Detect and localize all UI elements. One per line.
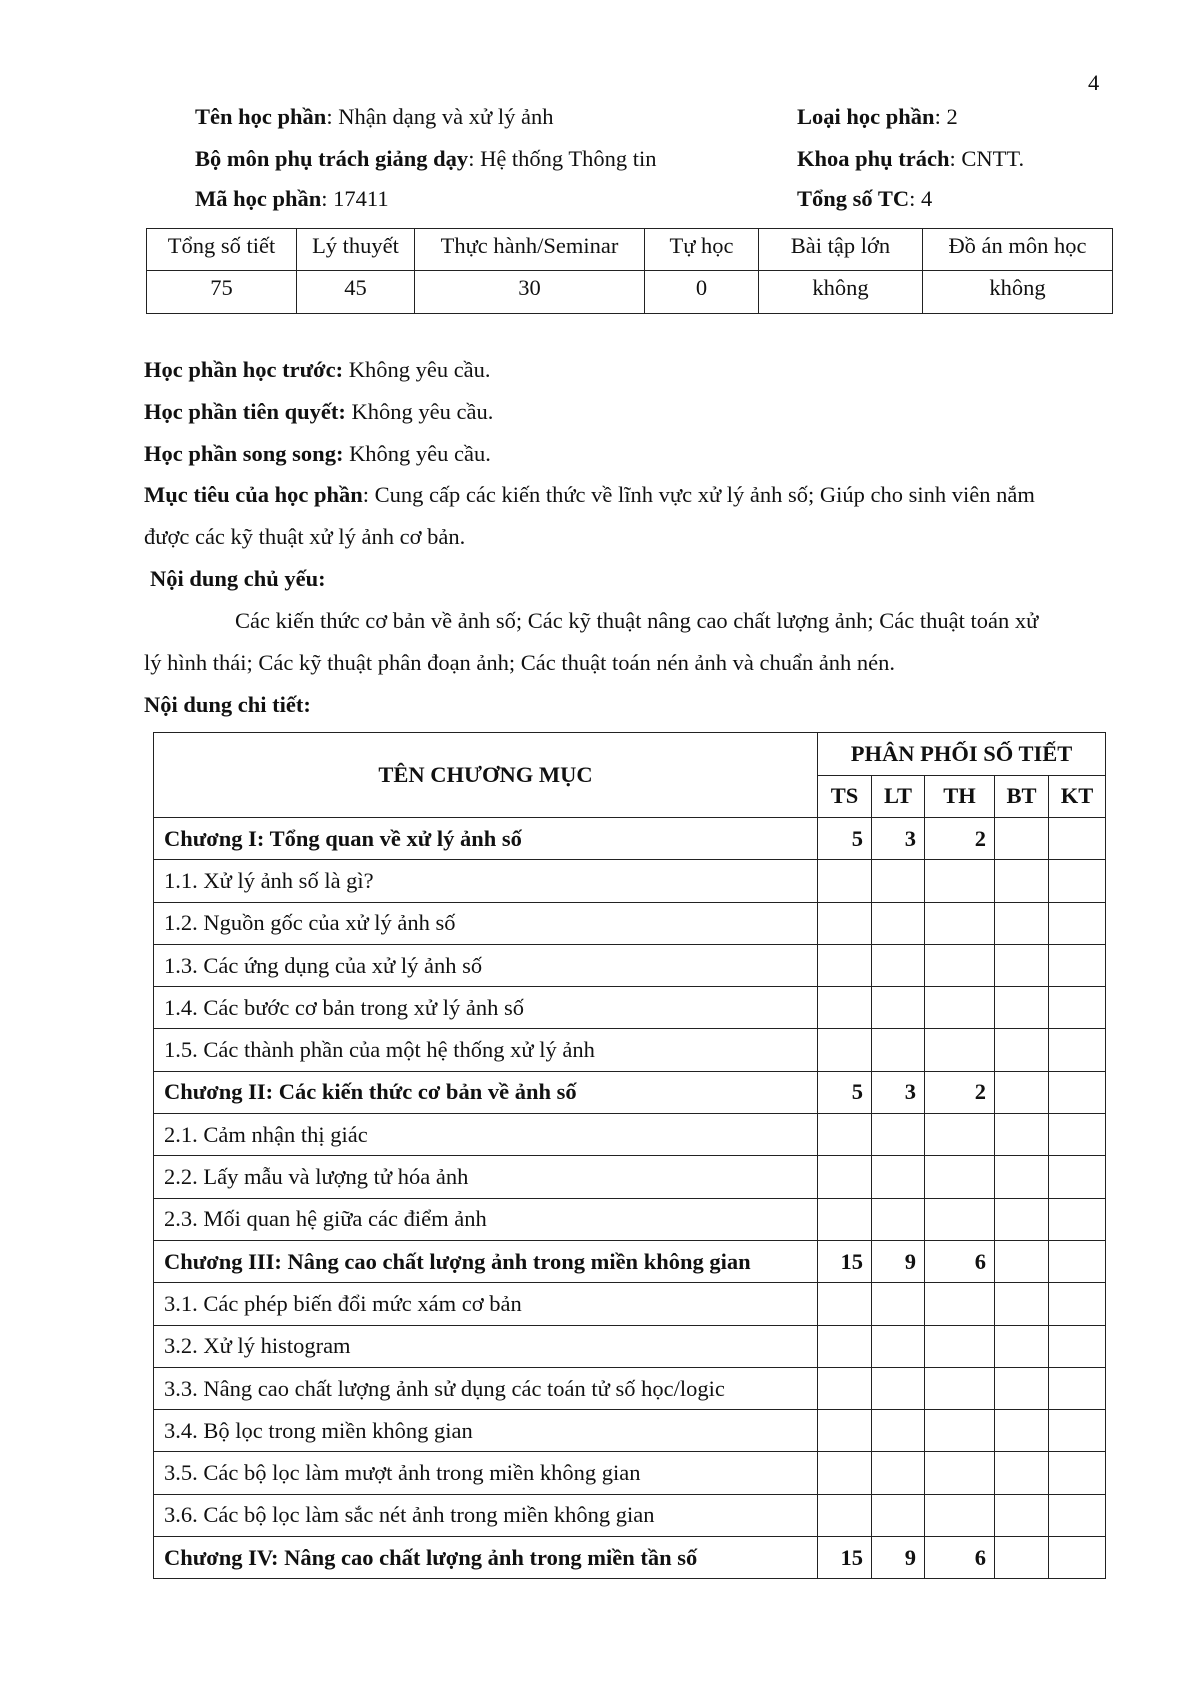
main-content-label: Nội dung chủ yếu: xyxy=(150,566,326,591)
value-cell: 0 xyxy=(645,271,759,314)
objective: Mục tiêu của học phần: Cung cấp các kiến thức về lĩnh vực xử lý ảnh số; Giúp cho sinh viên nắm xyxy=(144,482,1035,507)
row-value-kt xyxy=(1049,1198,1106,1240)
row-value-ts xyxy=(818,1494,872,1536)
main-content-line2: lý hình thái; Các kỹ thuật phân đoạn ảnh; Các thuật toán nén ảnh và chuẩn ảnh nén. xyxy=(144,650,896,675)
row-name: 3.5. Các bộ lọc làm mượt ảnh trong miền không gian xyxy=(154,1452,818,1494)
section-row xyxy=(154,1494,1106,1536)
chapter-row xyxy=(154,1240,1106,1282)
row-value-bt xyxy=(995,1452,1049,1494)
header-cell: Tổng số tiết xyxy=(147,229,297,271)
row-value-bt xyxy=(995,1325,1049,1367)
value-cell: 30 xyxy=(415,271,645,314)
row-name: 3.1. Các phép biến đổi mức xám cơ bản xyxy=(154,1283,818,1325)
row-value-ts xyxy=(818,902,872,944)
row-value-kt xyxy=(1049,1156,1106,1198)
row-value-ts: 15 xyxy=(818,1537,872,1579)
row-value-th xyxy=(925,1114,995,1156)
row-value-lt xyxy=(872,860,925,902)
header-cell: Bài tập lớn xyxy=(759,229,923,271)
row-value-ts: 5 xyxy=(818,1071,872,1113)
row-value-th xyxy=(925,1325,995,1367)
row-value-th xyxy=(925,1410,995,1452)
row-value-kt xyxy=(1049,1494,1106,1536)
value-cell: 45 xyxy=(297,271,415,314)
hours-header-row xyxy=(147,229,1113,271)
header-cell: Tự học xyxy=(645,229,759,271)
row-name: 2.1. Cảm nhận thị giác xyxy=(154,1114,818,1156)
subcol-ts: TS xyxy=(818,775,872,818)
row-value-kt xyxy=(1049,1452,1106,1494)
row-value-ts xyxy=(818,1410,872,1452)
hours-value-row xyxy=(147,271,1113,314)
row-value-lt: 3 xyxy=(872,1071,925,1113)
row-name: 3.2. Xử lý histogram xyxy=(154,1325,818,1367)
row-value-ts xyxy=(818,1367,872,1409)
row-value-lt xyxy=(872,1156,925,1198)
row-value-bt xyxy=(995,944,1049,986)
row-value-bt xyxy=(995,818,1049,860)
row-value-ts xyxy=(818,860,872,902)
section-row xyxy=(154,860,1106,902)
row-value-th: 6 xyxy=(925,1537,995,1579)
detail-table xyxy=(153,732,1106,1579)
row-value-lt xyxy=(872,1410,925,1452)
row-value-th xyxy=(925,1452,995,1494)
page-number: 4 xyxy=(1088,70,1100,95)
row-value-ts: 5 xyxy=(818,818,872,860)
row-name: 1.2. Nguồn gốc của xử lý ảnh số xyxy=(154,902,818,944)
row-value-lt xyxy=(872,1325,925,1367)
credits: Tổng số TC: 4 xyxy=(797,186,933,211)
row-value-kt xyxy=(1049,944,1106,986)
row-value-lt xyxy=(872,1029,925,1071)
row-value-kt xyxy=(1049,1537,1106,1579)
row-value-bt xyxy=(995,1494,1049,1536)
row-name: Chương I: Tổng quan về xử lý ảnh số xyxy=(154,818,818,860)
row-value-lt xyxy=(872,944,925,986)
row-value-bt xyxy=(995,1537,1049,1579)
row-value-ts: 15 xyxy=(818,1240,872,1282)
row-name: 1.1. Xử lý ảnh số là gì? xyxy=(154,860,818,902)
subcol-kt: KT xyxy=(1049,775,1106,818)
row-value-ts xyxy=(818,1156,872,1198)
value-cell: 75 xyxy=(147,271,297,314)
row-value-kt xyxy=(1049,1240,1106,1282)
row-value-ts xyxy=(818,1114,872,1156)
chapter-row xyxy=(154,1537,1106,1579)
row-value-lt xyxy=(872,1198,925,1240)
row-value-bt xyxy=(995,987,1049,1029)
section-row xyxy=(154,1029,1106,1071)
subcol-th: TH xyxy=(925,775,995,818)
row-value-lt xyxy=(872,1367,925,1409)
main-content-line1: Các kiến thức cơ bản về ảnh số; Các kỹ thuật nâng cao chất lượng ảnh; Các thuật toán xử xyxy=(235,608,1039,633)
row-name: 3.4. Bộ lọc trong miền không gian xyxy=(154,1410,818,1452)
row-value-kt xyxy=(1049,987,1106,1029)
row-name: 1.3. Các ứng dụng của xử lý ảnh số xyxy=(154,944,818,986)
subcol-bt: BT xyxy=(995,775,1049,818)
row-value-th xyxy=(925,1367,995,1409)
row-value-bt xyxy=(995,1283,1049,1325)
section-row xyxy=(154,1325,1106,1367)
row-value-kt xyxy=(1049,1114,1106,1156)
detail-label: Nội dung chi tiết: xyxy=(144,692,311,717)
row-name: 1.4. Các bước cơ bản trong xử lý ảnh số xyxy=(154,987,818,1029)
row-value-th xyxy=(925,1283,995,1325)
row-value-th xyxy=(925,860,995,902)
hours-table xyxy=(146,228,1113,314)
row-value-lt xyxy=(872,1114,925,1156)
department: Bộ môn phụ trách giảng dạy: Hệ thống Thông tin xyxy=(195,146,657,171)
row-value-kt xyxy=(1049,1029,1106,1071)
row-value-th xyxy=(925,1494,995,1536)
detail-header-row xyxy=(154,733,1106,776)
row-value-ts xyxy=(818,1029,872,1071)
row-value-lt xyxy=(872,987,925,1029)
prior-course: Học phần học trước: Không yêu cầu. xyxy=(144,357,491,382)
row-name: 3.3. Nâng cao chất lượng ảnh sử dụng các toán tử số học/logic xyxy=(154,1367,818,1409)
row-value-th xyxy=(925,1198,995,1240)
row-value-lt xyxy=(872,902,925,944)
row-value-kt xyxy=(1049,818,1106,860)
row-name: 3.6. Các bộ lọc làm sắc nét ảnh trong miền không gian xyxy=(154,1494,818,1536)
chapter-row xyxy=(154,1071,1106,1113)
row-value-kt xyxy=(1049,1410,1106,1452)
row-value-th xyxy=(925,902,995,944)
row-value-th xyxy=(925,987,995,1029)
row-value-kt xyxy=(1049,1071,1106,1113)
prerequisite: Học phần tiên quyết: Không yêu cầu. xyxy=(144,399,494,424)
row-value-lt xyxy=(872,1452,925,1494)
row-value-lt: 3 xyxy=(872,818,925,860)
faculty: Khoa phụ trách: CNTT. xyxy=(797,146,1025,171)
row-value-bt xyxy=(995,1156,1049,1198)
header-cell: Đồ án môn học xyxy=(923,229,1113,271)
row-value-bt xyxy=(995,860,1049,902)
section-row xyxy=(154,1198,1106,1240)
row-value-ts xyxy=(818,1325,872,1367)
row-name: Chương IV: Nâng cao chất lượng ảnh trong miền tần số xyxy=(154,1537,818,1579)
row-value-lt xyxy=(872,1283,925,1325)
row-value-ts xyxy=(818,987,872,1029)
row-value-bt xyxy=(995,1029,1049,1071)
row-value-lt xyxy=(872,1494,925,1536)
row-value-kt xyxy=(1049,860,1106,902)
row-name: 2.3. Mối quan hệ giữa các điểm ảnh xyxy=(154,1198,818,1240)
section-row xyxy=(154,1452,1106,1494)
row-value-ts xyxy=(818,1198,872,1240)
value-cell: không xyxy=(759,271,923,314)
parallel-course: Học phần song song: Không yêu cầu. xyxy=(144,441,491,466)
row-value-bt xyxy=(995,1198,1049,1240)
row-value-bt xyxy=(995,1410,1049,1452)
chapter-row xyxy=(154,818,1106,860)
row-value-bt xyxy=(995,1071,1049,1113)
row-value-bt xyxy=(995,902,1049,944)
row-value-th: 2 xyxy=(925,818,995,860)
value-cell: không xyxy=(923,271,1113,314)
subcol-lt: LT xyxy=(872,775,925,818)
row-value-lt: 9 xyxy=(872,1537,925,1579)
row-value-bt xyxy=(995,1367,1049,1409)
row-value-ts xyxy=(818,1283,872,1325)
section-row xyxy=(154,902,1106,944)
row-value-th xyxy=(925,1029,995,1071)
row-name: 1.5. Các thành phần của một hệ thống xử lý ảnh xyxy=(154,1029,818,1071)
row-value-ts xyxy=(818,944,872,986)
chapter-name-header: TÊN CHƯƠNG MỤC xyxy=(154,733,818,818)
header-cell: Thực hành/Seminar xyxy=(415,229,645,271)
section-row xyxy=(154,1410,1106,1452)
row-name: 2.2. Lấy mẫu và lượng tử hóa ảnh xyxy=(154,1156,818,1198)
row-value-kt xyxy=(1049,1283,1106,1325)
header-cell: Lý thuyết xyxy=(297,229,415,271)
section-row xyxy=(154,1283,1106,1325)
row-value-kt xyxy=(1049,1325,1106,1367)
objective-cont: được các kỹ thuật xử lý ảnh cơ bản. xyxy=(144,524,466,549)
row-value-th: 2 xyxy=(925,1071,995,1113)
section-row xyxy=(154,987,1106,1029)
row-name: Chương II: Các kiến thức cơ bản về ảnh số xyxy=(154,1071,818,1113)
row-value-kt xyxy=(1049,902,1106,944)
course-name: Tên học phần: Nhận dạng và xử lý ảnh xyxy=(195,104,554,129)
section-row xyxy=(154,944,1106,986)
row-value-th: 6 xyxy=(925,1240,995,1282)
section-row xyxy=(154,1367,1106,1409)
course-code: Mã học phần: 17411 xyxy=(195,186,389,211)
row-value-th xyxy=(925,944,995,986)
row-value-bt xyxy=(995,1114,1049,1156)
row-value-th xyxy=(925,1156,995,1198)
course-type: Loại học phần: 2 xyxy=(797,104,958,129)
row-value-kt xyxy=(1049,1367,1106,1409)
distribution-header: PHÂN PHỐI SỐ TIẾT xyxy=(818,733,1106,776)
row-name: Chương III: Nâng cao chất lượng ảnh trong miền không gian xyxy=(154,1240,818,1282)
section-row xyxy=(154,1114,1106,1156)
row-value-ts xyxy=(818,1452,872,1494)
row-value-bt xyxy=(995,1240,1049,1282)
section-row xyxy=(154,1156,1106,1198)
row-value-lt: 9 xyxy=(872,1240,925,1282)
